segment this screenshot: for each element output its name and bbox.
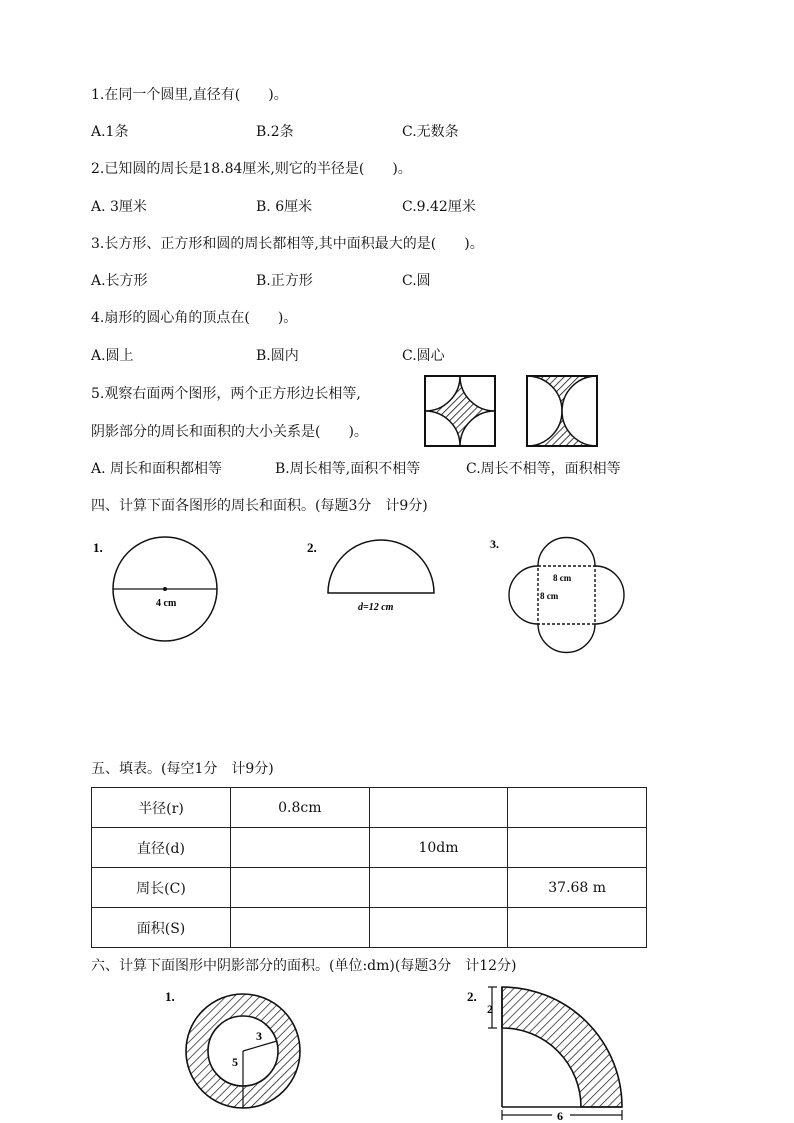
table-cell[interactable]: 10dm — [369, 828, 508, 868]
question-1-option-b: B.2条 — [256, 124, 294, 140]
question-5-option-c: C.周长不相等，面积相等 — [466, 461, 621, 477]
question-4-stem: 4.扇形的圆心角的顶点在( )。 — [91, 310, 298, 326]
s6-fig1-inner-label: 3 — [256, 1029, 262, 1043]
s4-fig3-number: 3. — [490, 537, 499, 551]
question-2-option-c: C.9.42厘米 — [402, 199, 476, 215]
table-row-header: 直径(d) — [92, 828, 231, 868]
s6-fig2-width-label: 2 — [487, 1002, 493, 1016]
section-5-title: 五、填表。(每空1分 计9分) — [91, 761, 274, 777]
question-4-option-a: A.圆上 — [91, 348, 134, 364]
question-3-stem: 3.长方形、正方形和圆的周长都相等,其中面积最大的是( )。 — [91, 236, 484, 252]
s4-fig2-number: 2. — [307, 540, 317, 555]
question-1-stem: 1.在同一个圆里,直径有( )。 — [91, 87, 288, 103]
question-1-option-c: C.无数条 — [402, 124, 459, 140]
s4-fig3-label-side: 8 cm — [540, 591, 559, 601]
s6-fig1-number: 1. — [165, 989, 175, 1004]
question-5-option-a: A. 周长和面积都相等 — [91, 461, 223, 477]
s4-fig3-label-top: 8 cm — [553, 573, 572, 583]
table-row-header: 周长(C) — [92, 868, 231, 908]
s6-fig1-outer-label: 5 — [232, 1055, 238, 1069]
table-row-header: 面积(S) — [92, 908, 231, 948]
section-6-title: 六、计算下面图形中阴影部分的面积。(单位:dm)(每题3分 计12分) — [91, 958, 517, 974]
question-3-option-a: A.长方形 — [91, 273, 148, 289]
question-3-option-b: B.正方形 — [256, 273, 313, 289]
s4-fig2-label: d=12 cm — [358, 602, 394, 613]
s6-fig2-quarter-ring — [502, 987, 622, 1107]
table-cell[interactable]: 37.68 m — [508, 868, 647, 908]
question-4-option-b: B.圆内 — [256, 348, 299, 364]
question-3-option-c: C.圆 — [402, 273, 431, 289]
s6-fig2-radius-label: 6 — [557, 1109, 563, 1123]
question-5-stem-line2: 阴影部分的周长和面积的大小关系是( )。 — [91, 424, 368, 440]
s6-fig2-number: 2. — [467, 989, 477, 1004]
s4-fig1-label: 4 cm — [156, 598, 177, 609]
question-2-option-b: B. 6厘米 — [256, 199, 313, 215]
question-5-option-b: B.周长相等,面积不相等 — [275, 461, 421, 477]
table-row-header: 半径(r) — [92, 788, 231, 828]
s4-fig1-number: 1. — [93, 540, 103, 555]
question-1-option-a: A.1条 — [91, 124, 129, 140]
question-4-option-c: C.圆心 — [402, 348, 445, 364]
table-cell[interactable]: 0.8cm — [231, 788, 370, 828]
section-4-title: 四、计算下面各图形的周长和面积。(每题3分 计9分) — [91, 498, 428, 514]
question-5-stem-line1: 5.观察右面两个图形，两个正方形边长相等, — [91, 386, 361, 402]
question-2-stem: 2.已知圆的周长是18.84厘米,则它的半径是( )。 — [91, 161, 412, 177]
question-2-option-a: A. 3厘米 — [91, 199, 147, 215]
